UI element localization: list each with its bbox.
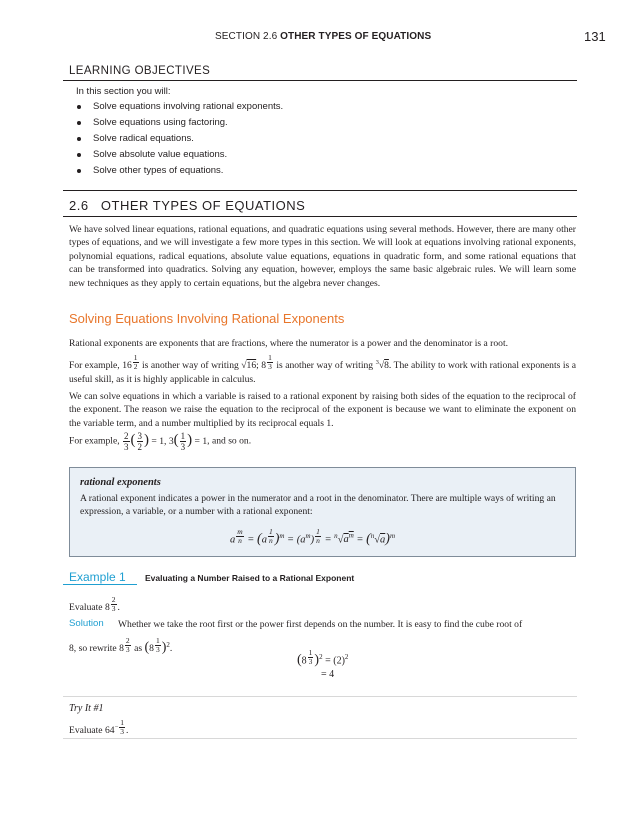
solution-text: 8, so rewrite 8 $^{\frac{2}{3}}$ as (8 $^{\frac{1}{3}}$ )$^2$. xyxy=(69,636,173,656)
solution-text: Whether we take the root first or the power first depends on the number. It is easy to find the cube root of xyxy=(118,619,523,630)
solution-label: Solution xyxy=(69,618,104,629)
math-expression: $^3$√8 xyxy=(375,358,389,372)
math-expression: √16; 8 $^{\frac{1}{3}}$ xyxy=(241,353,272,372)
list-item: Solve radical equations. xyxy=(76,131,283,147)
math-expression: 8 $^{\frac{2}{3}}$ . xyxy=(104,595,120,614)
list-item: Solve other types of equations. xyxy=(76,163,283,179)
divider xyxy=(63,696,577,697)
section-heading xyxy=(69,198,305,213)
divider xyxy=(63,216,577,217)
section-title-header: OTHER TYPES OF EQUATIONS xyxy=(280,31,432,42)
subsection-title: Solving Equations Involving Rational Exponents xyxy=(69,311,345,326)
definition-box xyxy=(69,467,576,557)
list-item: Solve absolute value equations. xyxy=(76,147,283,163)
try-it-prompt: Evaluate $64^{- \frac{1}{3}}$ . xyxy=(69,718,129,737)
example-label: Example 1 xyxy=(69,570,126,584)
definition-formula: a $^{\frac{m}{n}}$ = (a $^{\frac{1}{n}}$ )$^m = (a^m)$ $^{\frac{1}{n}}$ = $^n√a^m = (^n√a)^m$ xyxy=(230,527,396,547)
page-number: 131 xyxy=(584,29,606,44)
definition-title: rational exponents xyxy=(80,477,161,488)
solution-result: = 4 xyxy=(321,669,335,680)
definition-text: A rational exponent indicates a power in the numerator and a root in the denominator. There are multiple ways of writing an expression, a variable, or a number with a rational exponent: xyxy=(80,493,556,518)
example-title: Evaluating a Number Raised to a Rational Exponent xyxy=(145,573,355,583)
list-item: Solve equations using factoring. xyxy=(76,115,283,131)
example-underline xyxy=(63,584,137,585)
learning-objectives-list xyxy=(76,99,283,179)
learning-objectives-title: LEARNING OBJECTIVES xyxy=(69,65,211,77)
divider xyxy=(63,190,577,191)
paragraph: For example, 16 $^{\frac{1}{2}}$ is another way of writing √16; 8 $^{\frac{1}{3}}$ is another way of writing $^3$√8. The ability to work with rational exponents is a useful skill, as it is highly applicable in calculus. xyxy=(69,353,576,385)
paragraph: We can solve equations in which a variable is raised to a rational exponent by raising both sides of the equation to the reciprocal of the exponent. The reason we raise the equation to the reciprocal of the exponent is because we want to eliminate the exponent on the variable term, and a number multiplied by its reciprocal equals 1. xyxy=(69,391,576,429)
section-label: SECTION 2.6 xyxy=(215,31,278,42)
math-expression: $64^{- \frac{1}{3}}$ . xyxy=(104,718,129,737)
paragraph: Rational exponents are exponents that are fractions, where the numerator is a power and the denominator is a root. xyxy=(69,338,509,349)
paragraph: For example, $\frac{2}{3}$ ( $\frac{3}{2}$ ) = 1, 3( $\frac{1}{3}$ ) = 1, and so on. xyxy=(69,431,252,452)
list-item: Solve equations involving rational exponents. xyxy=(76,99,283,115)
section-number: 2.6 xyxy=(69,198,89,213)
math-expression: (8 $^{\frac{1}{3}}$ )$^2$. xyxy=(144,636,173,656)
section-heading-title: OTHER TYPES OF EQUATIONS xyxy=(100,198,306,213)
math-expression: 8 $^{\frac{2}{3}}$ xyxy=(119,636,130,655)
divider xyxy=(63,80,577,81)
running-header xyxy=(215,31,431,42)
solution-step: (8 $^{\frac{1}{3}}$ )$^2 = (2)^2$ xyxy=(297,648,349,668)
math-expression: $\frac{2}{3}$ ( $\frac{3}{2}$ ) = 1, 3( $\frac{1}{3}$ ) = 1 xyxy=(124,431,208,452)
try-it-title: Try It #1 xyxy=(69,703,104,714)
learning-objectives-intro: In this section you will: xyxy=(76,86,171,97)
example-prompt: Evaluate 8 $^{\frac{2}{3}}$ . xyxy=(69,595,120,614)
section-intro: We have solved linear equations, rational equations, and quadratic equations using several methods. However, there are many other types of equations, and we will investigate a few more types in this section. We will look at equations involving rational exponents, polynomial equations, radical equations, absolute value equations, equations in quadratic form, and some rational equations that can be transformed into quadratics. Solving any equation, however, employs the same basic algebraic rules. We will learn some new techniques as they apply to certain equations, but the algebra never changes. xyxy=(69,224,576,289)
divider xyxy=(63,738,577,739)
math-expression: 16 $^{\frac{1}{2}}$ xyxy=(122,353,138,372)
